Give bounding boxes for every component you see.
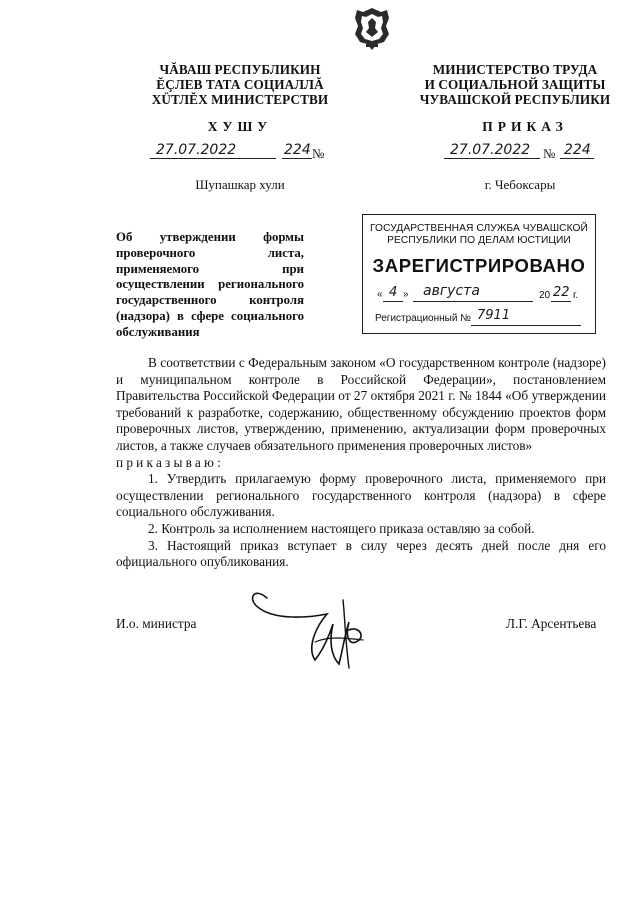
stamp-reg-number: 7911 bbox=[477, 308, 511, 323]
stamp-year-underline bbox=[551, 301, 571, 302]
right-number: 224 bbox=[564, 142, 591, 158]
left-number-underline bbox=[282, 158, 312, 159]
handwritten-signature-icon bbox=[245, 578, 385, 674]
left-number: 224 bbox=[284, 142, 311, 158]
order-subject: Об утверждении формы проверочного листа, применяемого при осуществлении регионального государственного контроля (надзора) в сфере социального обслуживания bbox=[116, 230, 304, 339]
stamp-reg-label: Регистрационный № bbox=[375, 313, 471, 324]
header-right-ministry-russian bbox=[410, 62, 620, 107]
stamp-year-prefix: 20 bbox=[539, 290, 551, 301]
right-number-underline bbox=[560, 158, 594, 159]
stamp-day-underline bbox=[383, 301, 403, 302]
header-left-ministry-chuvash bbox=[140, 62, 340, 107]
place-left: Шупашкар хули bbox=[195, 177, 285, 192]
stamp-quote-open: « bbox=[377, 289, 383, 300]
left-date-underline bbox=[150, 158, 276, 159]
right-number-sign: № bbox=[543, 146, 556, 161]
stamp-status: ЗАРЕГИСТРИРОВАНО bbox=[372, 255, 586, 276]
stamp-year-mark: г. bbox=[573, 290, 579, 301]
header-right-line-1: МИНИСТЕРСТВО ТРУДА bbox=[432, 62, 598, 77]
stamp-quote-close: » bbox=[403, 289, 409, 300]
header-right-line-3: ЧУВАШСКОЙ РЕСПУБЛИКИ bbox=[419, 92, 611, 107]
body-item-3: 3. Настоящий приказ вступает в силу через десять дней после дня его официального опубликования. bbox=[116, 537, 606, 570]
signature-role: И.о. министра bbox=[116, 616, 197, 631]
chuvashia-emblem-icon bbox=[351, 6, 393, 52]
order-body bbox=[116, 355, 606, 571]
stamp-month-underline bbox=[413, 301, 533, 302]
body-item-1: 1. Утвердить прилагаемую форму проверочного листа, применяемого при осуществлении регионального государственного контроля (надзора) в сфере социального обслуживания. bbox=[116, 471, 606, 520]
header-left-line-2: ĔÇЛЕВ ТАТА СОЦИАЛЛĂ bbox=[156, 77, 324, 92]
signature-name: Л.Г. Арсентьева bbox=[506, 616, 597, 631]
registration-stamp bbox=[362, 214, 596, 334]
doc-type-left: ХУШУ bbox=[207, 119, 273, 134]
stamp-reg-underline bbox=[471, 325, 581, 326]
stamp-month: августа bbox=[423, 283, 480, 299]
header-right-line-2: И СОЦИАЛЬНОЙ ЗАЩИТЫ bbox=[424, 77, 606, 92]
right-date: 27.07.2022 bbox=[450, 142, 531, 158]
stamp-year-suffix: 22 bbox=[553, 285, 570, 300]
header-left-line-1: ЧĂВАШ РЕСПУБЛИКИН bbox=[159, 62, 321, 77]
doc-type-right: ПРИКАЗ bbox=[482, 119, 568, 134]
stamp-header-line-2: РЕСПУБЛИКИ ПО ДЕЛАМ ЮСТИЦИИ bbox=[387, 235, 571, 246]
stamp-day: 4 bbox=[389, 285, 398, 300]
body-item-2: 2. Контроль за исполнением настоящего приказа оставляю за собой. bbox=[148, 520, 535, 536]
stamp-header-line-1: ГОСУДАРСТВЕННАЯ СЛУЖБА ЧУВАШСКОЙ bbox=[370, 223, 588, 234]
place-right: г. Чебоксары bbox=[484, 177, 556, 192]
stamp-header bbox=[363, 223, 595, 247]
right-date-underline bbox=[444, 158, 540, 159]
left-number-sign: № bbox=[312, 146, 325, 161]
body-order-word: приказываю: bbox=[116, 454, 225, 470]
body-preamble: В соответствии с Федеральным законом «О государственном контроле (надзоре) и муниципальном контроле в Российской Федерации», постановлением Правительства Российской Федерации от 27 октября 2021 г. № 1844 «Об утверждении требований к разработке, содержанию, общественному обсуждению проектов форм проверочных листов, утверждению, применению, актуализации форм проверочных листов, а также случаев обязательного применения проверочных листов» bbox=[116, 355, 606, 453]
left-date: 27.07.2022 bbox=[156, 142, 237, 158]
header-left-line-3: ХÜТЛĔХ МИНИСТЕРСТВИ bbox=[151, 92, 329, 107]
